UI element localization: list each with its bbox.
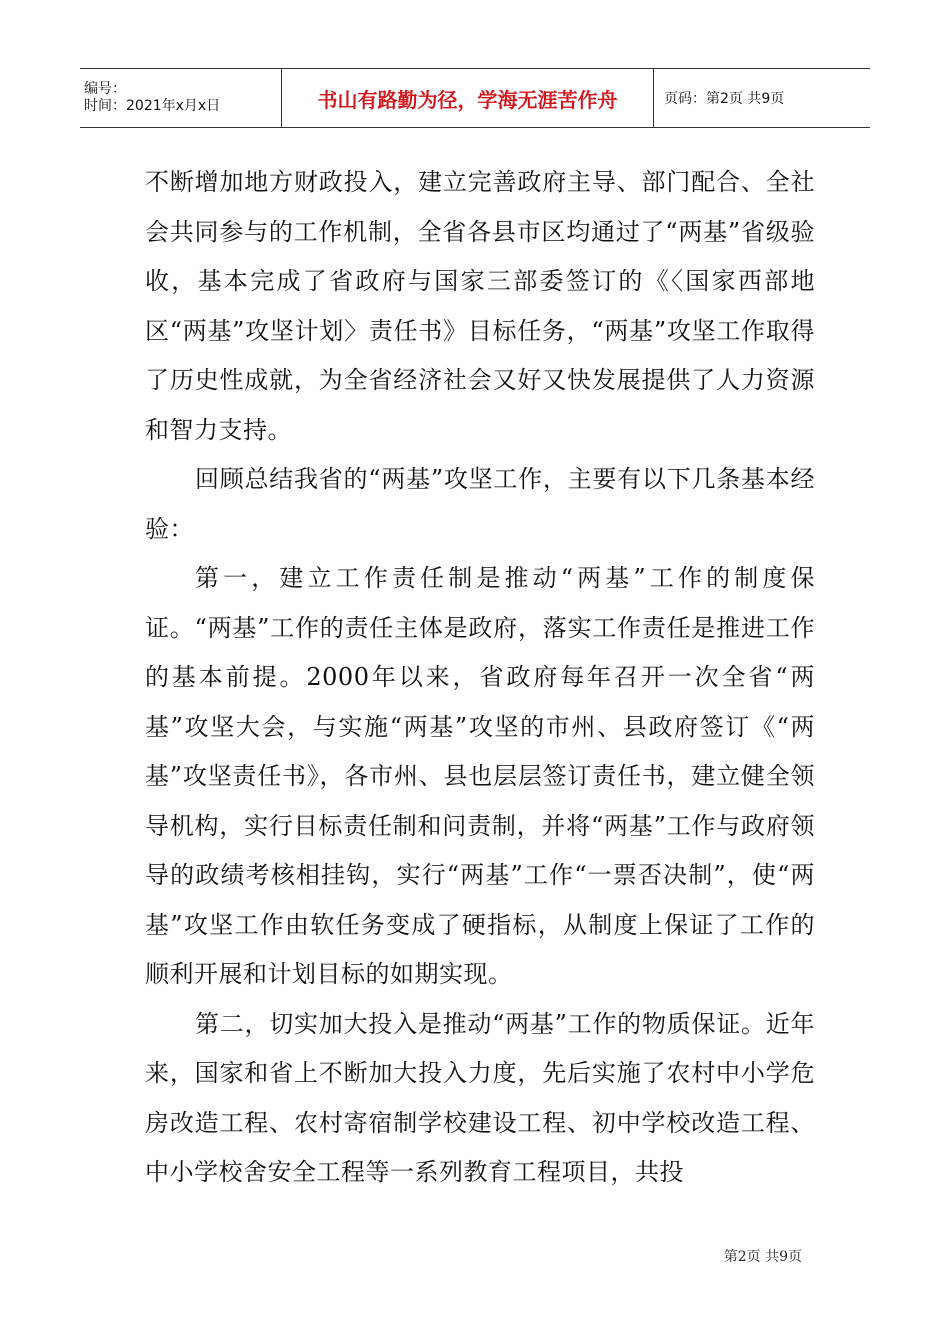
body-paragraph: 第一，建立工作责任制是推动“两基”工作的制度保证。“两基”工作的责任主体是政府，落实工作责任是推进工作的基本前提。2000年以来，省政府每年召开一次全省“两基”攻坚大会，与实施“两基”攻坚的市州、县政府签订《“两基”攻坚责任书》，各市州、县也层层签订责任书，建立健全领导机构，实行目标责任制和问责制，并将“两基”工作与政府领导的政绩考核相挂钩，实行“两基”工作“一票否决制”，使“两基”攻坚工作由软任务变成了硬指标，从制度上保证了工作的顺利开展和计划目标的如期实现。	[145, 564, 815, 988]
body-paragraph: 不断增加地方财政投入，建立完善政府主导、部门配合、全社会共同参与的工作机制，全省各县市区均通过了“两基”省级验收，基本完成了省政府与国家三部委签订的《〈国家西部地区“两基”攻坚计划〉责任书》目标任务，“两基”攻坚工作取得了历史性成就，为全省经济社会又好又快发展提供了人力资源和智力支持。	[145, 168, 815, 444]
header-page-number: 页码：第2页 共9页	[664, 91, 785, 107]
body-paragraph: 第二，切实加大投入是推动“两基”工作的物质保证。近年来，国家和省上不断加大投入力度，先后实施了农村中小学危房改造工程、农村寄宿制学校建设工程、初中学校改造工程、中小学校舍安全工程等一系列教育工程项目，共投	[145, 1009, 815, 1186]
header-meta	[80, 69, 282, 127]
document-body	[145, 158, 815, 1198]
document-time-label: 时间：2021年x月x日	[84, 98, 221, 114]
page-header	[80, 68, 870, 128]
header-motto: 书山有路勤为径，学海无涯苦作舟	[282, 69, 654, 127]
body-paragraph: 回顾总结我省的“两基”攻坚工作，主要有以下几条基本经验：	[145, 465, 815, 543]
page-footer: 第2页 共9页	[723, 1249, 802, 1265]
document-number-label: 编号：	[84, 81, 126, 97]
